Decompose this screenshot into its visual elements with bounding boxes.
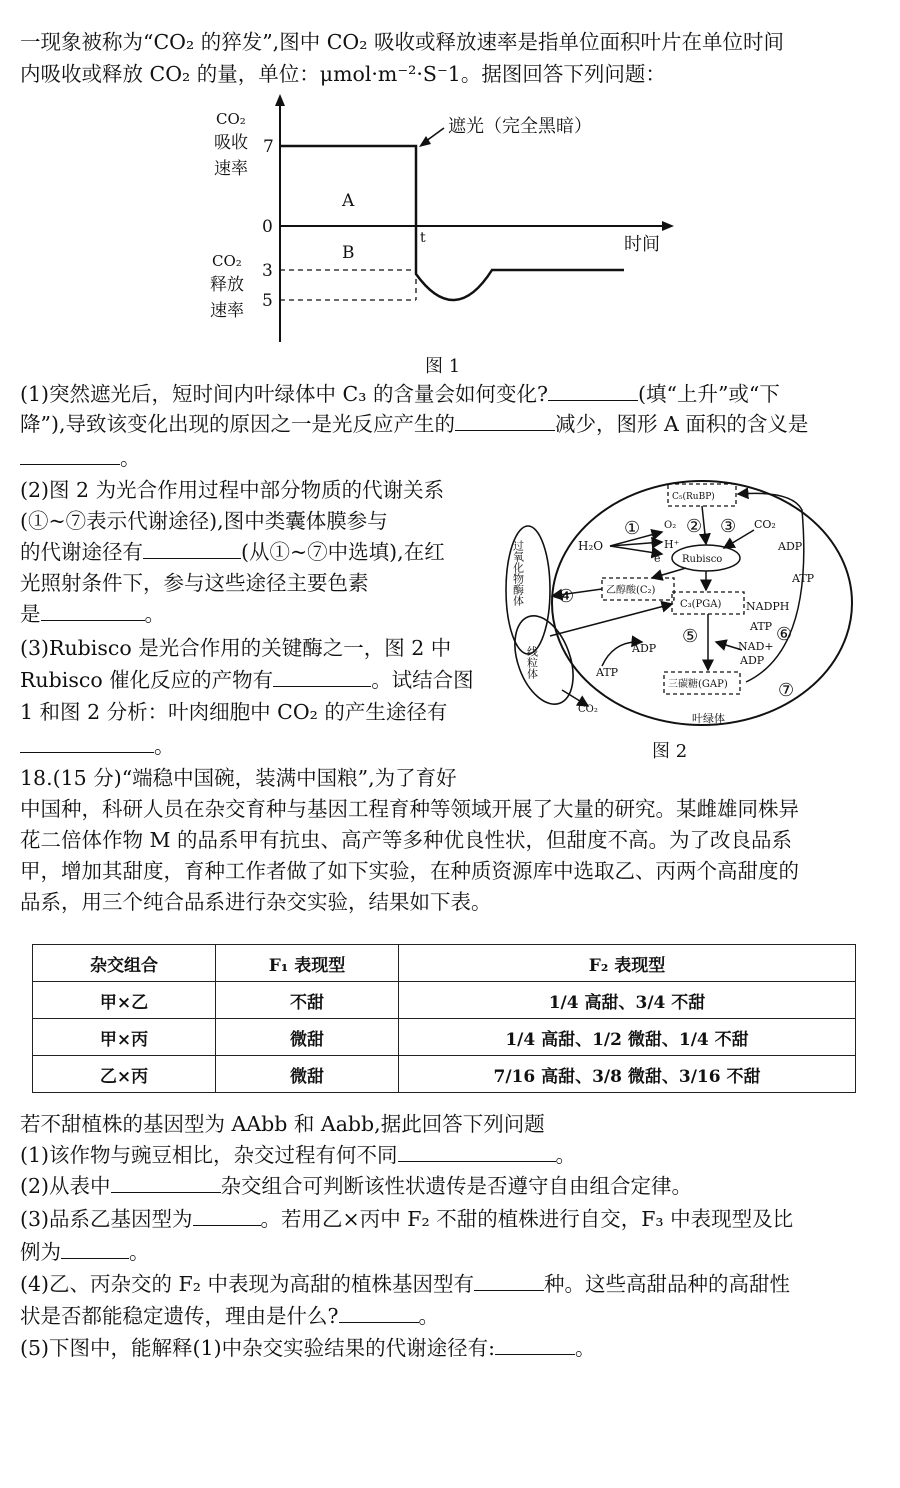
q18-q1	[20, 1141, 576, 1169]
table-cell: 甲×乙	[33, 982, 216, 1019]
q17-2-line-4: 光照射条件下，参与这些途径主要色素	[20, 571, 369, 595]
fig2-co2: CO₂	[754, 518, 776, 531]
q18-q1-text: (1)该作物与豌豆相比，杂交过程有何不同	[20, 1143, 398, 1167]
q18-intro-1: 18.(15 分)“端稳中国碗，装满中国粮”,为了育好	[20, 766, 457, 790]
answer-blank[interactable]	[495, 1334, 575, 1355]
fig1-tick-3: 3	[262, 261, 273, 281]
figure-2-caption: 图 2	[652, 741, 688, 762]
fig2-nadph: NADPH	[746, 600, 790, 613]
q17-1-text-e: 。	[120, 446, 141, 470]
fig2-h: H⁺	[664, 538, 680, 551]
fig1-tick-5: 5	[262, 291, 273, 311]
q17-2-text-5a: 是	[20, 602, 41, 626]
fig2-c3: C₃(PGA)	[680, 599, 722, 610]
answer-blank[interactable]	[455, 410, 555, 431]
answer-blank[interactable]	[193, 1205, 261, 1226]
q18-q4-text-b: 种。这些高甜品种的高甜性	[544, 1272, 791, 1296]
q17-2-text-5b: 。	[144, 602, 165, 626]
fig2-c5: C₅(RuBP)	[672, 492, 715, 502]
answer-blank[interactable]	[339, 1302, 419, 1323]
fig2-rubisco: Rubisco	[682, 554, 723, 565]
figure-2-diagram	[502, 470, 868, 734]
q18-intro-3: 花二倍体作物 M 的品系甲有抗虫、高产等多种优良性状，但甜度不高。为了改良品系	[20, 828, 793, 852]
q17-3-text-2a: Rubisco 催化反应的产物有	[20, 668, 274, 692]
fig2-num-2: ②	[686, 516, 703, 537]
answer-blank[interactable]	[548, 380, 638, 401]
table-cell: 1/4 高甜、1/2 微甜、1/4 不甜	[399, 1019, 856, 1056]
q17-3-line-2	[20, 666, 474, 694]
q17-1-text-d: 减少，图形 A 面积的含义是	[555, 412, 809, 436]
q18-condition: 若不甜植株的基因型为 AAbb 和 Aabb,据此回答下列问题	[20, 1112, 545, 1136]
q18-q3-text-b: 。若用乙×丙中 F₂ 不甜的植株进行自交，F₃ 中表现型及比	[260, 1207, 794, 1231]
answer-blank[interactable]	[398, 1141, 556, 1162]
answer-blank[interactable]	[273, 666, 371, 687]
fig2-co2-bottom: CO₂	[578, 704, 598, 715]
q17-2-text-3b: (从①~⑦中选填),在红	[241, 540, 445, 564]
answer-blank[interactable]	[111, 1172, 221, 1193]
fig2-atp-right: ATP	[792, 572, 815, 585]
answer-blank[interactable]	[20, 444, 120, 465]
q18-q2	[20, 1172, 692, 1200]
fig1-y-top-rate: 速率	[214, 159, 248, 179]
fig2-adp-top: ADP	[778, 540, 803, 553]
table-header: 杂交组合	[33, 945, 216, 982]
fig2-num-3: ③	[720, 516, 737, 537]
table-cell: 7/16 高甜、3/8 微甜、3/16 不甜	[399, 1056, 856, 1093]
fig2-chloroplast: 叶绿体	[692, 712, 725, 725]
q18-q2-text-b: 杂交组合可判断该性状遗传是否遵守自由组合定律。	[220, 1174, 693, 1198]
q17-1-text-c: 降”),导致该变化出现的原因之一是光反应产生的	[20, 412, 455, 436]
q17-1-line-2	[20, 410, 808, 438]
answer-blank[interactable]	[61, 1238, 129, 1259]
fig1-tick-7: 7	[263, 137, 274, 157]
answer-blank[interactable]	[20, 732, 154, 753]
q17-1-text-a: (1)突然遮光后，短时间内叶绿体中 C₃ 的含量会如何变化?	[20, 382, 548, 406]
table-cell: 1/4 高甜、3/4 不甜	[399, 982, 856, 1019]
table-cell: 微甜	[216, 1056, 399, 1093]
fig2-adp-left: ADP	[632, 642, 657, 655]
q17-1-text-b: (填“上升”或“下	[637, 382, 780, 406]
fig2-atp-mid: ATP	[750, 620, 773, 633]
fig2-h2o: H₂O	[578, 539, 604, 553]
q17-3-line-1: (3)Rubisco 是光合作用的关键酶之一，图 2 中	[20, 636, 452, 660]
q17-3-text-2b: 。试结合图	[371, 668, 474, 692]
q18-intro-2: 中国种，科研人员在杂交育种与基因工程育种等领域开展了大量的研究。某雌雄同株异	[20, 797, 799, 821]
q17-3-line-4	[20, 732, 175, 760]
fig2-o2: O₂	[664, 520, 677, 531]
table-row	[33, 1056, 856, 1093]
intro-line-2: 内吸收或释放 CO₂ 的量，单位：μmol·m⁻²·S⁻1。据图回答下列问题：	[20, 62, 666, 86]
q17-2-text-3a: 的代谢途径有	[20, 540, 143, 564]
q17-2-line-3	[20, 538, 445, 566]
answer-blank[interactable]	[41, 600, 145, 621]
q18-q1-end: 。	[555, 1143, 577, 1167]
figure-1-graph	[200, 92, 700, 352]
q17-2-line-1: (2)图 2 为光合作用过程中部分物质的代谢关系	[20, 478, 445, 502]
q17-3-text-4: 。	[154, 734, 175, 758]
table-cell: 微甜	[216, 1019, 399, 1056]
intro-line-1: 一现象被称为“CO₂ 的猝发”,图中 CO₂ 吸收或释放速率是指单位面积叶片在单位时间	[20, 30, 784, 54]
answer-blank[interactable]	[474, 1270, 544, 1291]
q17-3-line-3: 1 和图 2 分析：叶肉细胞中 CO₂ 的产生途径有	[20, 700, 448, 724]
fig2-atp-left: ATP	[596, 666, 619, 679]
q17-2-line-5	[20, 600, 165, 628]
cross-results-table	[32, 944, 856, 1093]
fig1-y-top-co2: CO₂	[216, 110, 246, 128]
q18-q3-text-c: 例为	[20, 1240, 61, 1264]
q18-q4-line-1	[20, 1270, 790, 1298]
fig2-num-4: ④	[558, 586, 575, 607]
fig2-adp-mid: ADP	[740, 654, 765, 667]
fig2-gap: 三碳糖(GAP)	[668, 679, 728, 690]
fig2-num-1: ①	[624, 518, 641, 539]
fig1-y-bottom-rate: 速率	[210, 301, 244, 321]
answer-blank[interactable]	[143, 538, 241, 559]
q18-q3-text-d: 。	[129, 1240, 150, 1264]
figure-1-caption: 图 1	[425, 356, 461, 377]
q18-q3-text-a: (3)品系乙基因型为	[20, 1207, 193, 1231]
table-cell: 乙×丙	[33, 1056, 216, 1093]
fig1-annotation: 遮光（完全黑暗）	[448, 116, 592, 137]
table-header-row	[33, 945, 856, 982]
q18-q4-text-d: 。	[418, 1304, 439, 1328]
table-row	[33, 1019, 856, 1056]
fig2-mito: 线粒体	[525, 646, 539, 679]
fig1-y-bottom-release: 释放	[210, 275, 244, 295]
fig1-tick-0: 0	[262, 217, 273, 237]
table-cell: 不甜	[216, 982, 399, 1019]
q18-intro-5: 品系，用三个纯合品系进行杂交实验，结果如下表。	[20, 890, 492, 914]
q18-q3-line-1	[20, 1205, 793, 1233]
q18-q2-text-a: (2)从表中	[20, 1174, 111, 1198]
q18-q4-line-2	[20, 1302, 439, 1330]
q18-q4-text-c: 状是否都能稳定遗传，理由是什么?	[20, 1304, 339, 1328]
fig1-y-top-absorb: 吸收	[214, 133, 248, 153]
table-header: F₂ 表现型	[399, 945, 856, 982]
q17-1-line-1	[20, 380, 780, 408]
q17-1-line-3	[20, 444, 141, 472]
fig1-y-bottom-co2: CO₂	[212, 252, 242, 270]
fig2-peroxisome: 过氧化物酶体	[511, 540, 525, 606]
fig2-num-5: ⑤	[682, 626, 699, 647]
q18-q5	[20, 1334, 595, 1362]
q18-intro-4: 甲，增加其甜度，育种工作者做了如下实验，在种质资源库中选取乙、丙两个高甜度的	[20, 859, 799, 883]
q18-q5-text: (5)下图中，能解释(1)中杂交实验结果的代谢途径有:	[20, 1336, 495, 1360]
fig2-num-7: ⑦	[778, 680, 795, 701]
table-row	[33, 982, 856, 1019]
fig2-num-6: ⑥	[776, 624, 793, 645]
fig2-nadp: NAD+	[738, 640, 774, 653]
table-header: F₁ 表现型	[216, 945, 399, 982]
q18-q5-end: 。	[574, 1336, 596, 1360]
q18-q4-text-a: (4)乙、丙杂交的 F₂ 中表现为高甜的植株基因型有	[20, 1272, 475, 1296]
table-cell: 甲×丙	[33, 1019, 216, 1056]
fig1-area-a: A	[342, 191, 355, 211]
q17-2-line-2: (①~⑦表示代谢途径),图中类囊体膜参与	[20, 509, 388, 533]
fig1-x-label: 时间	[624, 234, 660, 255]
fig1-t-label: t	[420, 230, 426, 246]
fig2-c2: 乙醇酸(C₂)	[606, 585, 656, 596]
q18-q3-line-2	[20, 1238, 150, 1266]
fig2-e: e	[654, 552, 661, 565]
fig1-area-b: B	[342, 243, 355, 263]
